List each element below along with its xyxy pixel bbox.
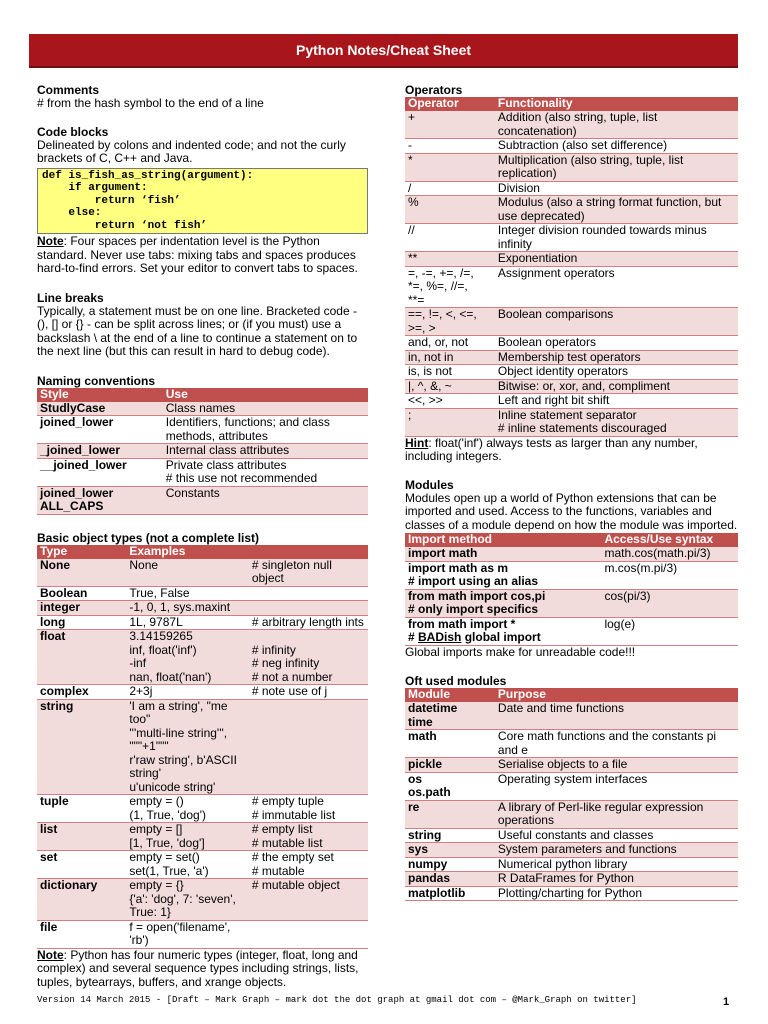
table-cell: //: [405, 224, 495, 252]
table-cell: and, or, not: [405, 336, 495, 351]
table-row: [405, 772, 738, 800]
table-cell: Boolean: [37, 586, 126, 601]
table-cell: numpy: [405, 857, 495, 872]
table-cell: empty = set() set(1, True, 'a'): [126, 851, 248, 879]
table-cell: _joined_lower: [37, 444, 163, 459]
table-cell: integer: [37, 601, 126, 616]
operators-hint: [405, 437, 738, 464]
table-row: [405, 886, 738, 901]
table-row: [405, 252, 738, 267]
table-row: [405, 394, 738, 409]
table-row: [405, 408, 738, 436]
page-title: Python Notes/Cheat Sheet: [29, 34, 738, 68]
table-cell: empty = [] [1, True, 'dog']: [126, 823, 248, 851]
access-syntax: m.cos(m.pi/3): [601, 561, 738, 589]
table-cell: 1L, 9787L: [126, 615, 248, 630]
modules-text: Modules open up a world of Python extensions that can be imported and used. Access to the functions, variables and classes of a module depend on how the module was imported.: [405, 490, 738, 532]
column-header: Purpose: [495, 688, 738, 702]
table-cell: *: [405, 153, 495, 181]
table-cell: # singleton null object: [249, 559, 368, 587]
table-cell: Object identity operators: [495, 365, 738, 380]
table-row: [405, 153, 738, 181]
table-cell: math: [405, 730, 495, 758]
table-row: [405, 872, 738, 887]
table-cell: None: [126, 559, 248, 587]
table-cell: dictionary: [37, 879, 126, 921]
table-cell: StudlyCase: [37, 402, 163, 416]
table-cell: in, not in: [405, 350, 495, 365]
table-cell: pandas: [405, 872, 495, 887]
table-row: [405, 111, 738, 139]
table-cell: Inline statement separator # inline statements discouraged: [495, 408, 738, 436]
comments-text: # from the hash symbol to the end of a line: [37, 96, 264, 110]
table-cell: # empty list # mutable list: [249, 823, 368, 851]
types-note: [37, 949, 368, 990]
table-row: [37, 851, 368, 879]
table-row: [405, 365, 738, 380]
table-cell: System parameters and functions: [495, 843, 738, 858]
table-cell: Date and time functions: [495, 702, 738, 730]
table-cell: list: [37, 823, 126, 851]
table-cell: [249, 601, 368, 616]
table-cell: Integer division rounded towards minus infinity: [495, 224, 738, 252]
table-row: [37, 601, 368, 616]
table-cell: long: [37, 615, 126, 630]
code-blocks-text: Delineated by colons and indented code; and not the curly brackets of C, C++ and Java.: [37, 137, 346, 165]
code-line: if argument:: [42, 182, 148, 195]
column-header: Functionality: [495, 97, 738, 111]
table-row: [405, 308, 738, 336]
column-header: [249, 545, 368, 559]
table-cell: Division: [495, 181, 738, 196]
code-example: [37, 168, 368, 235]
table-cell: 2+3j: [126, 685, 248, 700]
table-cell: Subtraction (also set difference): [495, 139, 738, 154]
table-row: [405, 224, 738, 252]
table-cell: Useful constants and classes: [495, 828, 738, 843]
table-cell: Left and right bit shift: [495, 394, 738, 409]
table-cell: string: [37, 699, 126, 795]
table-row: [405, 800, 738, 828]
oft-used-table: [405, 688, 738, 901]
table-row: [37, 444, 368, 459]
table-cell: +: [405, 111, 495, 139]
table-row: [37, 458, 368, 486]
page-number: 1: [723, 996, 730, 1008]
column-header: Examples: [126, 545, 248, 559]
column-header: Use: [163, 388, 368, 402]
table-cell: f = open('filename', 'rb'): [126, 920, 248, 948]
import-method: from math import cos,pi # only import specifics: [405, 589, 601, 617]
column-header: Import method: [405, 533, 601, 547]
table-cell: joined_lower: [37, 416, 163, 444]
note-text: : Four spaces per indentation level is the Python standard. Never use tabs: mixing tabs and spaces produces hard-to-find errors. Set your editor to convert tabs to spaces.: [37, 234, 358, 276]
table-cell: Core math functions and the constants pi and e: [495, 730, 738, 758]
table-row: [37, 416, 368, 444]
table-cell: Boolean operators: [495, 336, 738, 351]
import-method: from math import * # BADish global import: [405, 617, 601, 645]
table-cell: Serialise objects to a file: [495, 758, 738, 773]
table-cell: Internal class attributes: [163, 444, 368, 459]
table-row: [37, 630, 368, 685]
access-syntax: math.cos(math.pi/3): [601, 547, 738, 561]
table-cell: Membership test operators: [495, 350, 738, 365]
table-cell: empty = () (1, True, 'dog'): [126, 795, 248, 823]
table-row: [37, 586, 368, 601]
table-row: [37, 879, 368, 921]
oft-used-heading: Oft used modules: [405, 674, 507, 688]
table-row: [405, 843, 738, 858]
table-cell: # note use of j: [249, 685, 368, 700]
table-cell: ==, !=, <, <=, >=, >: [405, 308, 495, 336]
table-row: [37, 699, 368, 795]
table-cell: =, -=, +=, /=, *=, %=, //=, **=: [405, 266, 495, 308]
table-cell: Operating system interfaces: [495, 772, 738, 800]
table-row: [37, 920, 368, 948]
note-label: Note: [37, 947, 64, 962]
table-cell: joined_lower ALL_CAPS: [37, 486, 163, 514]
table-cell: %: [405, 196, 495, 224]
hint-text: : float('inf') always tests as larger than any number, including integers.: [405, 435, 698, 463]
table-row: [405, 589, 738, 617]
table-row: [405, 617, 738, 645]
code-line: return ‘fish’: [42, 194, 181, 207]
table-cell: Assignment operators: [495, 266, 738, 308]
table-cell: Numerical python library: [495, 857, 738, 872]
table-cell: sys: [405, 843, 495, 858]
table-cell: pickle: [405, 758, 495, 773]
table-row: [405, 857, 738, 872]
table-row: [405, 547, 738, 561]
table-cell: -: [405, 139, 495, 154]
code-line: def is_fish_as_string(argument):: [42, 169, 254, 182]
table-cell: 3.14159265 inf, float('inf') -inf nan, float('nan'): [126, 630, 248, 685]
table-cell: set: [37, 851, 126, 879]
column-header: Type: [37, 545, 126, 559]
table-row: [405, 379, 738, 394]
table-cell: os os.path: [405, 772, 495, 800]
table-cell: matplotlib: [405, 886, 495, 901]
naming-table: [37, 388, 368, 515]
table-cell: string: [405, 828, 495, 843]
table-cell: 'I am a string', "me too" '''multi-line string''', """+1""" r'raw string', b'ASCII string' u'unicode string': [126, 699, 248, 795]
table-cell: [249, 586, 368, 601]
table-cell: re: [405, 800, 495, 828]
global-import-warning: Global imports make for unreadable code!!!: [405, 644, 636, 659]
table-cell: Bitwise: or, xor, and, compliment: [495, 379, 738, 394]
table-row: [37, 486, 368, 514]
table-row: [37, 559, 368, 587]
note-text: : Python has four numeric types (integer, float, long and complex) and several sequence types including strings, lists, tuples, bytearrays, buffers, and xrange objects.: [37, 947, 359, 989]
table-row: [405, 266, 738, 308]
table-cell: # mutable object: [249, 879, 368, 921]
table-row: [37, 823, 368, 851]
table-cell: # the empty set # mutable: [249, 851, 368, 879]
table-cell: complex: [37, 685, 126, 700]
comments-heading: Comments: [37, 83, 100, 97]
table-cell: /: [405, 181, 495, 196]
table-cell: ;: [405, 408, 495, 436]
table-row: [405, 139, 738, 154]
table-cell: |, ^, &, ~: [405, 379, 495, 394]
table-row: [37, 795, 368, 823]
table-row: [405, 758, 738, 773]
table-cell: R DataFrames for Python: [495, 872, 738, 887]
code-line: else:: [42, 207, 102, 220]
table-cell: tuple: [37, 795, 126, 823]
line-breaks-text: Typically, a statement must be on one line. Bracketed code - (), [] or {} - can be split across lines; or (if you must) use a backslash \ at the end of a line to continue a statement on to the next line (but this can result in hard to debug code).: [37, 303, 358, 359]
table-cell: # arbitrary length ints: [249, 615, 368, 630]
table-row: [37, 615, 368, 630]
basic-types-table: [37, 545, 368, 949]
operators-table: [405, 97, 738, 437]
table-cell: Class names: [163, 402, 368, 416]
import-method: import math as m # import using an alias: [405, 561, 601, 589]
table-cell: # empty tuple # immutable list: [249, 795, 368, 823]
left-column: [37, 80, 368, 989]
table-cell: True, False: [126, 586, 248, 601]
table-cell: Private class attributes # this use not recommended: [163, 458, 368, 486]
table-cell: [249, 920, 368, 948]
indent-note: [37, 235, 368, 276]
table-cell: [249, 699, 368, 795]
table-cell: A library of Perl-like regular expression operations: [495, 800, 738, 828]
right-column: [405, 80, 738, 901]
line-breaks-heading: Line breaks: [37, 290, 104, 305]
table-cell: empty = {} {'a': 'dog', 7: 'seven', True: 1}: [126, 879, 248, 921]
table-row: [405, 828, 738, 843]
table-row: [405, 730, 738, 758]
table-row: [37, 402, 368, 416]
basic-types-heading: Basic object types (not a complete list): [37, 530, 260, 545]
naming-heading: Naming conventions: [37, 373, 156, 388]
access-syntax: log(e): [601, 617, 738, 645]
import-method: import math: [405, 547, 601, 561]
table-cell: Constants: [163, 486, 368, 514]
table-row: [405, 561, 738, 589]
column-header: Style: [37, 388, 163, 402]
column-header: Module: [405, 688, 495, 702]
table-cell: None: [37, 559, 126, 587]
table-row: [405, 702, 738, 730]
code-line: return ‘not fish’: [42, 219, 208, 232]
table-row: [37, 685, 368, 700]
code-blocks-heading: Code blocks: [37, 124, 109, 139]
table-cell: Identifiers, functions; and class methods, attributes: [163, 416, 368, 444]
note-label: Note: [37, 234, 64, 249]
table-row: [405, 336, 738, 351]
column-header: Access/Use syntax: [601, 533, 738, 547]
table-cell: float: [37, 630, 126, 685]
table-cell: Plotting/charting for Python: [495, 886, 738, 901]
hint-label: Hint: [405, 435, 429, 450]
table-cell: -1, 0, 1, sys.maxint: [126, 601, 248, 616]
column-header: Operator: [405, 97, 495, 111]
import-table: [405, 533, 738, 646]
table-row: [405, 196, 738, 224]
table-cell: <<, >>: [405, 394, 495, 409]
table-cell: # infinity # neg infinity # not a number: [249, 630, 368, 685]
table-cell: __joined_lower: [37, 458, 163, 486]
table-cell: is, is not: [405, 365, 495, 380]
table-cell: datetime time: [405, 702, 495, 730]
operators-heading: Operators: [405, 83, 463, 97]
table-row: [405, 350, 738, 365]
table-cell: file: [37, 920, 126, 948]
table-cell: **: [405, 252, 495, 267]
modules-heading: Modules: [405, 477, 454, 492]
table-cell: Exponentiation: [495, 252, 738, 267]
table-cell: Addition (also string, tuple, list concatenation): [495, 111, 738, 139]
table-cell: Boolean comparisons: [495, 308, 738, 336]
table-cell: Modulus (also a string format function, but use deprecated): [495, 196, 738, 224]
footer: Version 14 March 2015 - [Draft – Mark Graph – mark dot the dot graph at gmail dot com – @Mark_Graph on twitter]: [37, 995, 637, 1005]
table-row: [405, 181, 738, 196]
table-cell: Multiplication (also string, tuple, list replication): [495, 153, 738, 181]
access-syntax: cos(pi/3): [601, 589, 738, 617]
